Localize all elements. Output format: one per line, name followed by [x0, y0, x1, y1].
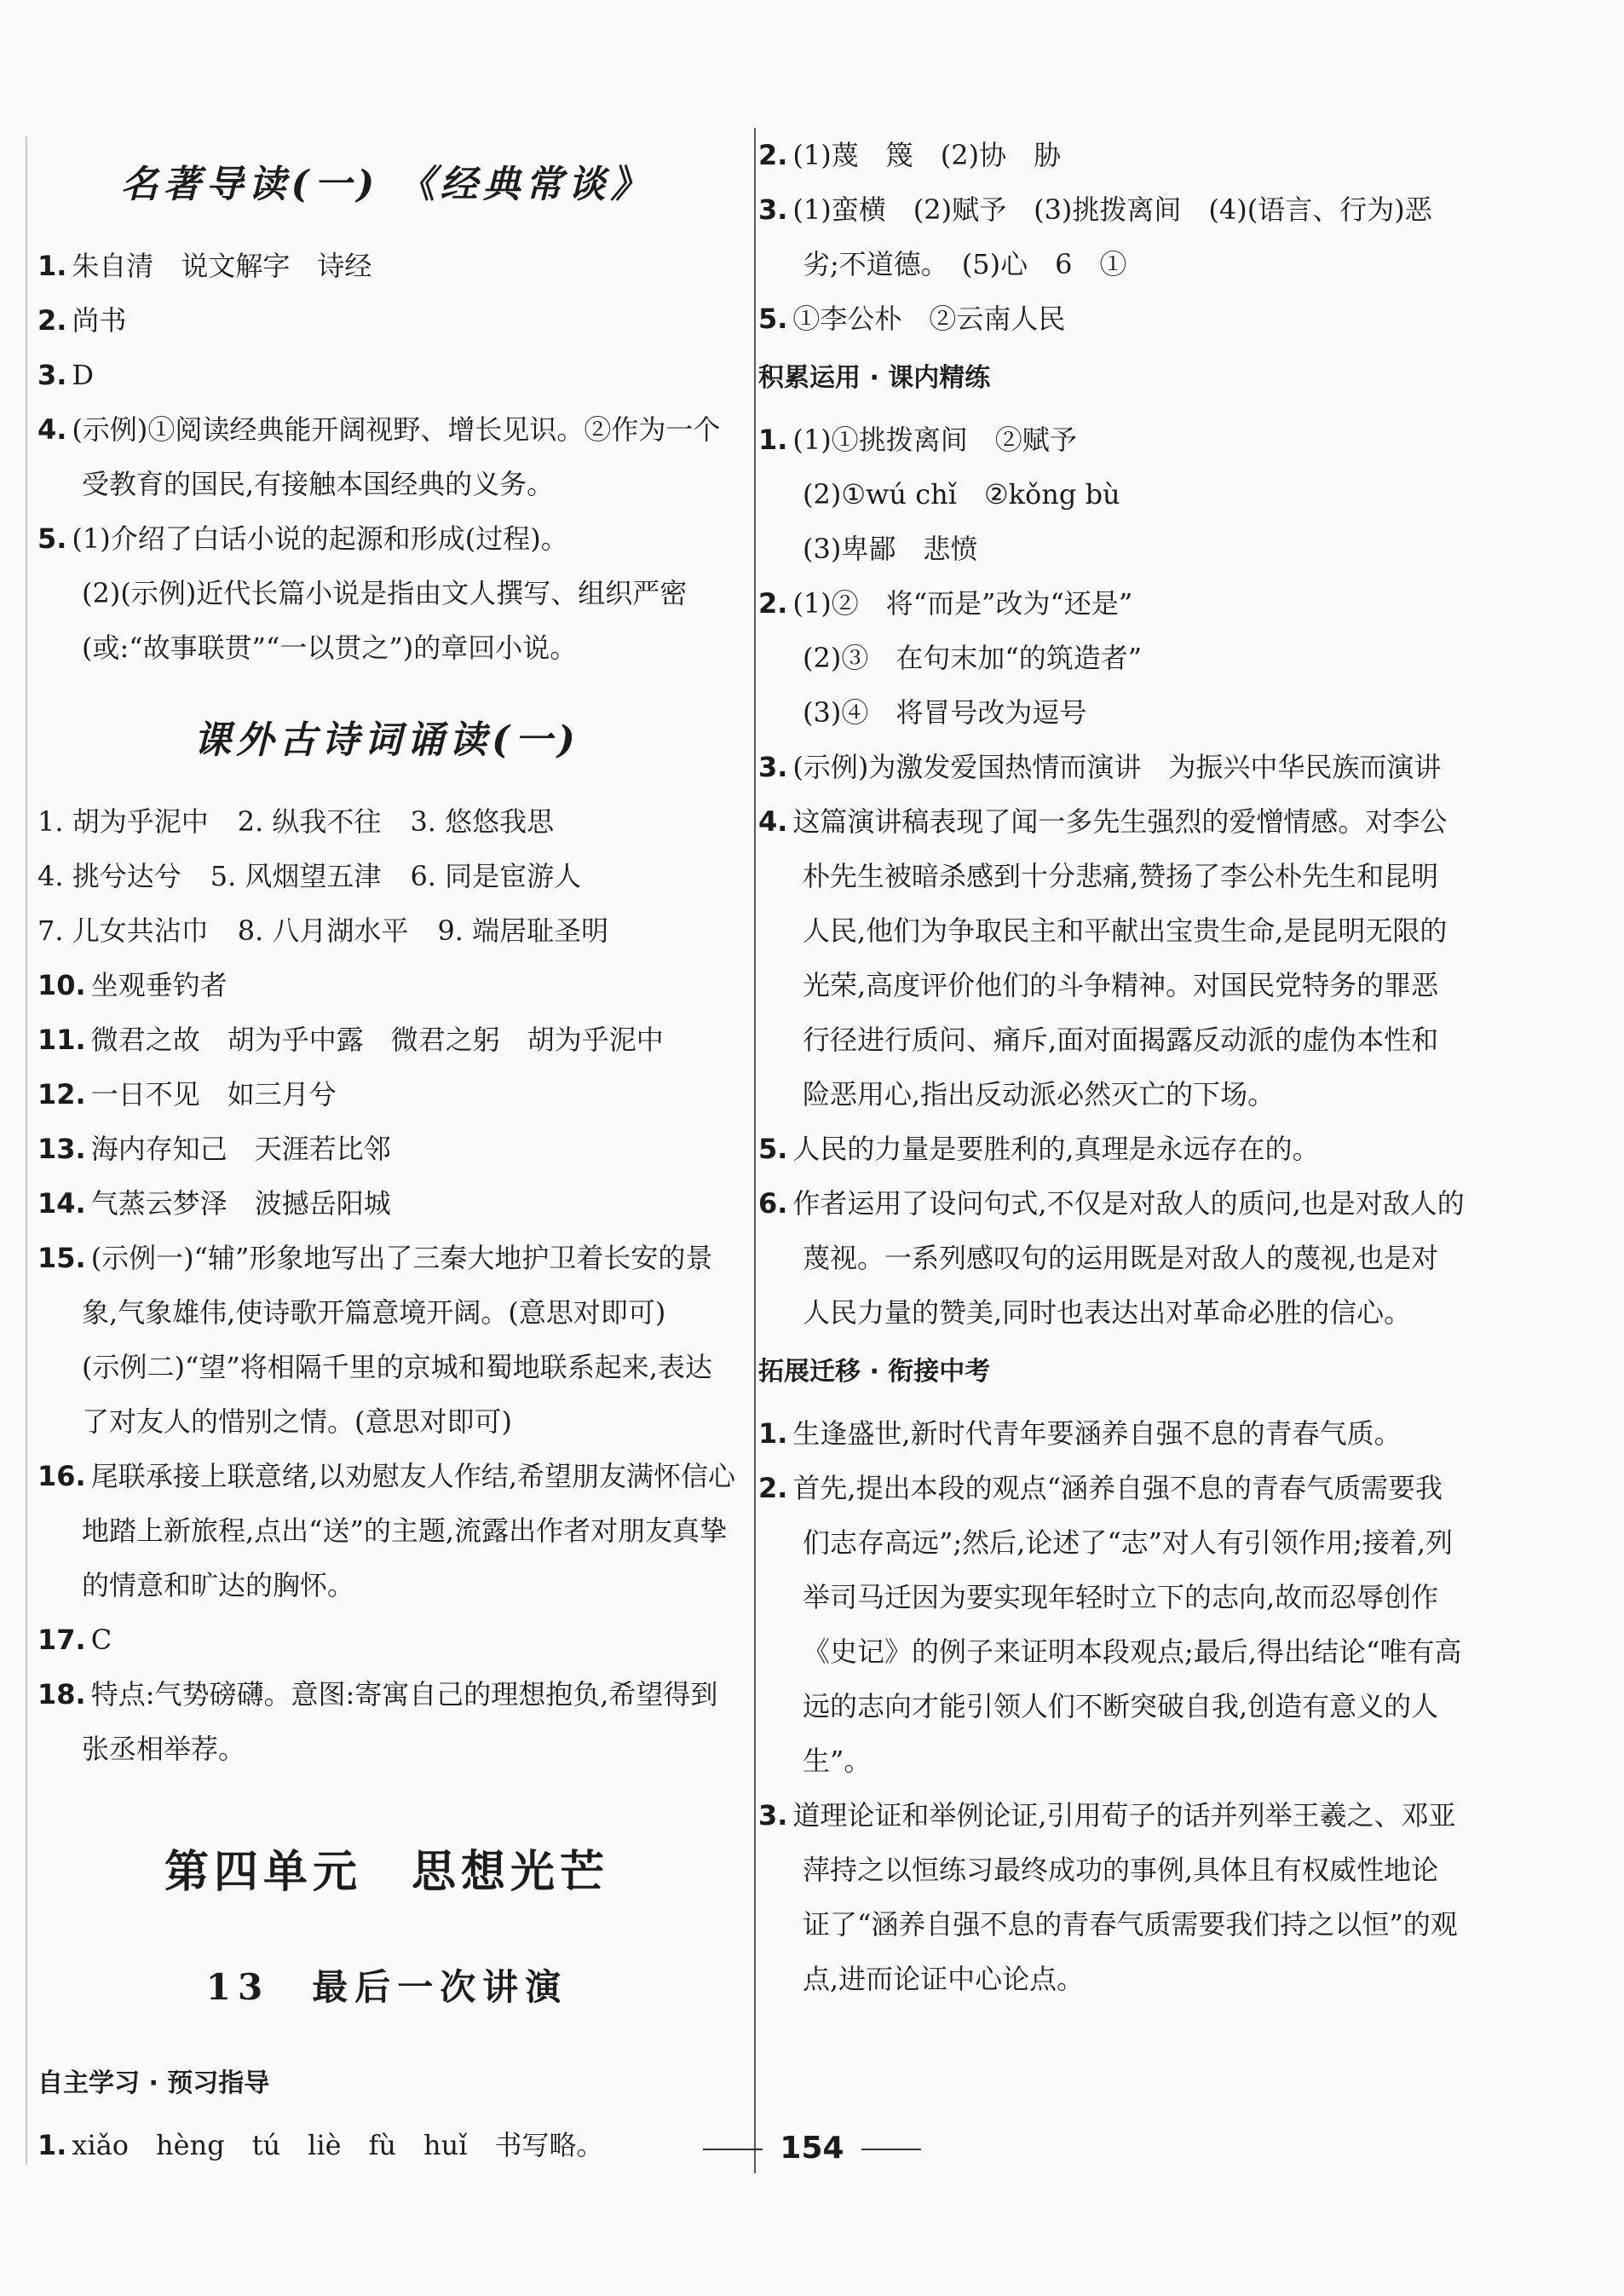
answer-item: [758, 576, 1466, 631]
page-number: [0, 2131, 1624, 2166]
item-number: 16.: [37, 1460, 86, 1492]
answer-row: [37, 794, 736, 849]
item-text: 这篇演讲稿表现了闻一多先生强烈的爱憎情感。对李公朴先生被暗杀感到十分悲痛,赞扬了李公朴先生和昆明人民,他们为争取民主和平献出宝贵生命,是昆明无限的光荣,高度评价他们的斗争精神。对国民党特务的罪恶行径进行质问、痛斥,面对面揭露反动派的虚伪本性和险恶用心,指出反动派必然灭亡的下场。: [792, 805, 1448, 1111]
item-number: 13.: [37, 1133, 86, 1165]
page-number-rule-right: [861, 2149, 921, 2150]
item-text: (示例一)“辅”形象地写出了三秦大地护卫着长安的景象,气象雄伟,使诗歌开篇意境开阔。(意思对即可): [82, 1242, 713, 1329]
answer-item: [37, 1012, 736, 1067]
item-number: 2.: [758, 139, 788, 171]
item-number: 17.: [37, 1624, 86, 1656]
item-text: D: [72, 359, 95, 391]
item-number: 5.: [37, 522, 67, 555]
answer-inline: 3. 悠悠我思: [410, 805, 555, 838]
item-text: 一日不见 如三月兮: [90, 1078, 337, 1111]
item-number: 3.: [758, 1799, 788, 1832]
item-number: 1.: [37, 2129, 67, 2161]
item-text: 人民的力量是要胜利的,真理是永远存在的。: [792, 1133, 1320, 1165]
item-text: 尚书: [72, 304, 127, 337]
item-number: 12.: [37, 1078, 86, 1111]
section-title-poems: 课外古诗词诵读(一): [193, 718, 580, 762]
answer-item: [37, 1667, 736, 1776]
section-head-extension: 拓展迁移 · 衔接中考: [758, 1357, 991, 1387]
item-text: (1)介绍了白话小说的起源和形成(过程)。: [72, 522, 568, 555]
item-text: (1)蔑 篾 (2)协 胁: [792, 139, 1062, 171]
answer-item: [758, 1122, 1466, 1176]
column-divider: [754, 128, 756, 2173]
answer-item: [758, 1176, 1466, 1340]
unit-title: 第四单元 思想光芒: [164, 1847, 609, 1898]
answer-inline: 4. 挑兮达兮: [37, 860, 181, 892]
item-text: C: [90, 1624, 112, 1656]
answer-subitem: (3)④ 将冒号改为逗号: [803, 696, 1087, 729]
item-number: 1.: [758, 1417, 788, 1450]
answer-inline: 7. 儿女共沾巾: [37, 914, 209, 947]
section-title-classics: 名著导读(一) 《经典常谈》: [120, 163, 654, 206]
item-number: 11.: [37, 1024, 86, 1056]
answer-item: [37, 1176, 736, 1231]
item-number: 1.: [758, 424, 788, 456]
item-number: 2.: [758, 1472, 788, 1504]
item-text: 气蒸云梦泽 波撼岳阳城: [90, 1187, 391, 1220]
item-number: 18.: [37, 1678, 86, 1710]
answer-item: [37, 402, 736, 511]
answer-item: [37, 293, 736, 348]
answer-item: [758, 412, 1466, 467]
item-number: 2.: [37, 304, 67, 337]
item-text: (1)①挑拨离间 ②赋予: [792, 424, 1077, 456]
left-column: [37, 128, 736, 2172]
answer-item: [758, 1406, 1466, 1461]
item-text: 海内存知己 天涯若比邻: [90, 1133, 391, 1165]
item-number: 2.: [758, 587, 788, 620]
answer-subitem: (2)③ 在句末加“的筑造者”: [803, 642, 1143, 674]
item-number: 14.: [37, 1187, 86, 1220]
page-number-text: 154: [780, 2131, 844, 2166]
answer-item: [37, 958, 736, 1012]
answer-item: [758, 182, 1466, 291]
item-number: 6.: [758, 1187, 788, 1220]
answer-item: [37, 239, 736, 293]
item-number: 5.: [758, 1133, 788, 1165]
answer-item: [758, 128, 1466, 182]
answer-item: [37, 1612, 736, 1667]
item-text: (1)② 将“而是”改为“还是”: [792, 587, 1133, 620]
right-column: [758, 128, 1466, 2006]
item-number: 3.: [758, 751, 788, 783]
item-text: (示例)①阅读经典能开阔视野、增长见识。②作为一个受教育的国民,有接触本国经典的义务。: [72, 413, 721, 500]
item-number: 10.: [37, 969, 86, 1001]
answer-subitem: (3)卑鄙 悲愤: [803, 533, 978, 565]
item-number: 4.: [37, 413, 67, 446]
item-number: 15.: [37, 1242, 86, 1274]
answer-item: [758, 794, 1466, 1122]
item-text: 生逢盛世,新时代青年要涵养自强不息的青春气质。: [792, 1417, 1402, 1450]
answer-item: [758, 740, 1466, 794]
answer-inline: 9. 端居耻圣明: [437, 914, 609, 947]
answer-row: [37, 849, 736, 903]
answer-inline: 8. 八月湖水平: [237, 914, 409, 947]
answer-inline: 1. 胡为乎泥中: [37, 805, 209, 838]
binding-edge-line: [26, 136, 27, 2165]
answer-row: [37, 903, 736, 958]
item-text: ①李公朴 ②云南人民: [792, 303, 1066, 335]
item-text: xiǎo hèng tú liè fù huǐ 书写略。: [72, 2129, 604, 2161]
answer-inline: 6. 同是宦游人: [410, 860, 582, 892]
item-number: 4.: [758, 805, 788, 838]
answer-inline: 2. 纵我不往: [237, 805, 382, 838]
answer-subitem: (2)(示例)近代长篇小说是指由文人撰写、组织严密(或:“故事联贯”“一以贯之”)的章回小说。: [82, 577, 688, 664]
answer-subitem: (示例二)“望”将相隔千里的京城和蜀地联系起来,表达了对友人的惜别之情。(意思对即可): [82, 1351, 712, 1438]
answer-item: [37, 1449, 736, 1612]
lesson-title: 13 最后一次讲演: [205, 1966, 568, 2008]
answer-subitem: (2)①wú chǐ ②kǒng bù: [803, 478, 1120, 511]
item-text: 尾联承接上联意绪,以劝慰友人作结,希望朋友满怀信心地踏上新旅程,点出“送”的主题,流露出作者对朋友真挚的情意和旷达的胸怀。: [82, 1460, 736, 1601]
answer-item: [758, 291, 1466, 346]
item-text: 道理论证和举例论证,引用荀子的话并列举王羲之、邓亚萍持之以恒练习最终成功的事例,具体且有权威性地论证了“涵养自强不息的青春气质需要我们持之以恒”的观点,进而论证中心论点。: [792, 1799, 1458, 1995]
item-text: 朱自清 说文解字 诗经: [72, 250, 372, 282]
item-text: 微君之故 胡为乎中露 微君之躬 胡为乎泥中: [90, 1024, 664, 1056]
item-number: 1.: [37, 250, 67, 282]
item-number: 5.: [758, 303, 788, 335]
answer-item: [37, 1231, 736, 1340]
section-head-self-study: 自主学习 · 预习指导: [37, 2068, 270, 2098]
answer-item: [37, 1067, 736, 1122]
item-number: 3.: [758, 193, 788, 226]
item-text: (1)蛮横 (2)赋予 (3)挑拨离间 (4)(语言、行为)恶劣;不道德。 (5)心 6 ①: [792, 193, 1432, 280]
answer-item: [37, 511, 736, 566]
item-text: 特点:气势磅礴。意图:寄寓自己的理想抱负,希望得到张丞相举荐。: [82, 1678, 718, 1765]
item-text: 作者运用了设问句式,不仅是对敌人的质问,也是对敌人的蔑视。一系列感叹句的运用既是对敌人的蔑视,也是对人民力量的赞美,同时也表达出对革命必胜的信心。: [792, 1187, 1465, 1329]
answer-inline: 5. 风烟望五津: [210, 860, 382, 892]
page-number-rule-left: [703, 2149, 763, 2150]
item-text: 坐观垂钓者: [90, 969, 227, 1001]
answer-item: [758, 1788, 1466, 2006]
section-head-practice: 积累运用 · 课内精练: [758, 363, 991, 393]
item-text: 首先,提出本段的观点“涵养自强不息的青春气质需要我们志存高远”;然后,论述了“志”对人有引领作用;接着,列举司马迁因为要实现年轻时立下的志向,故而忍辱创作《史记》的例子来证明本段观点;最后,得出结论“唯有高远的志向才能引领人们不断突破自我,创造有意义的人生”。: [792, 1472, 1462, 1777]
answer-item: [758, 1461, 1466, 1788]
answer-item: [37, 348, 736, 402]
item-number: 3.: [37, 359, 67, 391]
answer-item: [37, 1122, 736, 1176]
item-text: (示例)为激发爱国热情而演讲 为振兴中华民族而演讲: [792, 751, 1442, 783]
